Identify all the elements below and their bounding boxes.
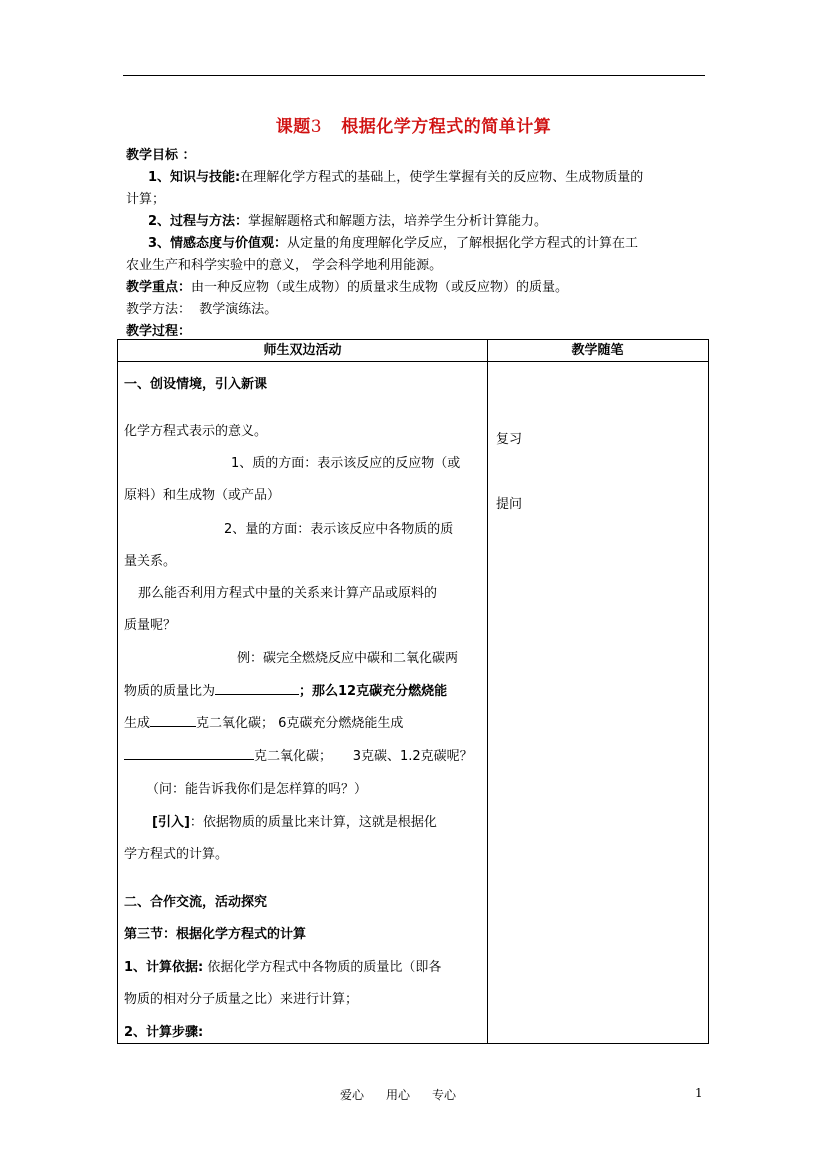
- header-activities: 师生双边活动: [263, 343, 342, 358]
- note-question: 提问: [496, 497, 523, 512]
- objective-1-cont: 计算；: [126, 192, 166, 207]
- key-point: 教学重点：由一种反应物（或生成物）的质量求生成物（或反应物）的质量。: [126, 280, 569, 295]
- text-line: 原料）和生成物（或产品）: [124, 488, 281, 503]
- text-line: 那么能否利用方程式中量的关系来计算产品或原料的: [138, 586, 438, 601]
- header-rule: [123, 75, 705, 76]
- objectives-label: 教学目标 ：: [126, 148, 196, 163]
- title-main: 根据化学方程式的简单计算: [341, 117, 552, 137]
- text-line: 2、量的方面：表示该反应中各物质的质: [224, 522, 454, 537]
- objective-2: 2、过程与方法：掌握解题格式和解题方法，培养学生分析计算能力。: [148, 214, 548, 229]
- section-subheading: 第三节：根据化学方程式的计算: [124, 927, 307, 942]
- header-notes: 教学随笔: [571, 343, 624, 358]
- section-heading: 一、创设情境，引入新课: [124, 377, 268, 392]
- footer-motto: [340, 1086, 478, 1103]
- text-line: 生成 克二氧化碳； 6克碳充分燃烧能生成: [124, 712, 403, 731]
- title-number: 3: [310, 117, 323, 137]
- objective-3-cont: 农业生产和科学实验中的意义， 学会科学地利用能源。: [126, 258, 443, 273]
- page-number: 1: [695, 1086, 703, 1100]
- footer-item: 专心: [432, 1088, 457, 1102]
- text-line: 2、计算步骤:: [124, 1025, 204, 1040]
- text-line: 1、质的方面：表示该反应的反应物（或: [231, 456, 461, 471]
- intro-section: [126, 145, 710, 343]
- answer-blank[interactable]: [124, 746, 254, 760]
- column-divider: [487, 340, 488, 1043]
- note-review: 复习: [496, 432, 523, 447]
- text-line: 克二氧化碳； 3克碳、1.2克碳呢？: [124, 745, 473, 764]
- answer-blank[interactable]: [215, 681, 299, 695]
- title-prefix: 课题: [275, 117, 311, 137]
- lesson-table: [117, 339, 709, 1044]
- process-label: 教学过程：: [126, 324, 192, 339]
- text-line: 质量呢？: [124, 618, 177, 633]
- text-line: 1、计算依据: 依据化学方程式中各物质的质量比（即各: [124, 960, 442, 975]
- footer-item: 爱心: [340, 1088, 365, 1102]
- text-line: 量关系。: [124, 554, 177, 569]
- text-line: [引入]：依据物质的质量比来计算，这就是根据化: [152, 815, 437, 830]
- text-line: 例：碳完全燃烧反应中碳和二氧化碳两: [237, 651, 459, 666]
- text-line: （问：能告诉我你们是怎样算的吗？）: [146, 782, 368, 797]
- text-line: 学方程式的计算。: [124, 847, 229, 862]
- text-line: 物质的相对分子质量之比）来进行计算；: [124, 992, 359, 1007]
- objective-3: 3、情感态度与价值观：从定量的角度理解化学反应，了解根据化学方程式的计算在工: [148, 236, 639, 251]
- objective-1: 1、知识与技能:在理解化学方程式的基础上，使学生掌握有关的反应物、生成物质量的: [148, 170, 644, 185]
- footer-item: 用心: [386, 1088, 411, 1102]
- text-line: 化学方程式表示的意义。: [124, 424, 268, 439]
- page-title: [0, 112, 827, 137]
- teaching-method: 教学方法： 教学演练法。: [126, 302, 278, 317]
- text-line: 物质的质量比为 ；那么12克碳充分燃烧能: [124, 680, 447, 699]
- answer-blank[interactable]: [150, 713, 196, 727]
- section-heading: 二、合作交流，活动探究: [124, 895, 268, 910]
- header-divider: [118, 361, 708, 362]
